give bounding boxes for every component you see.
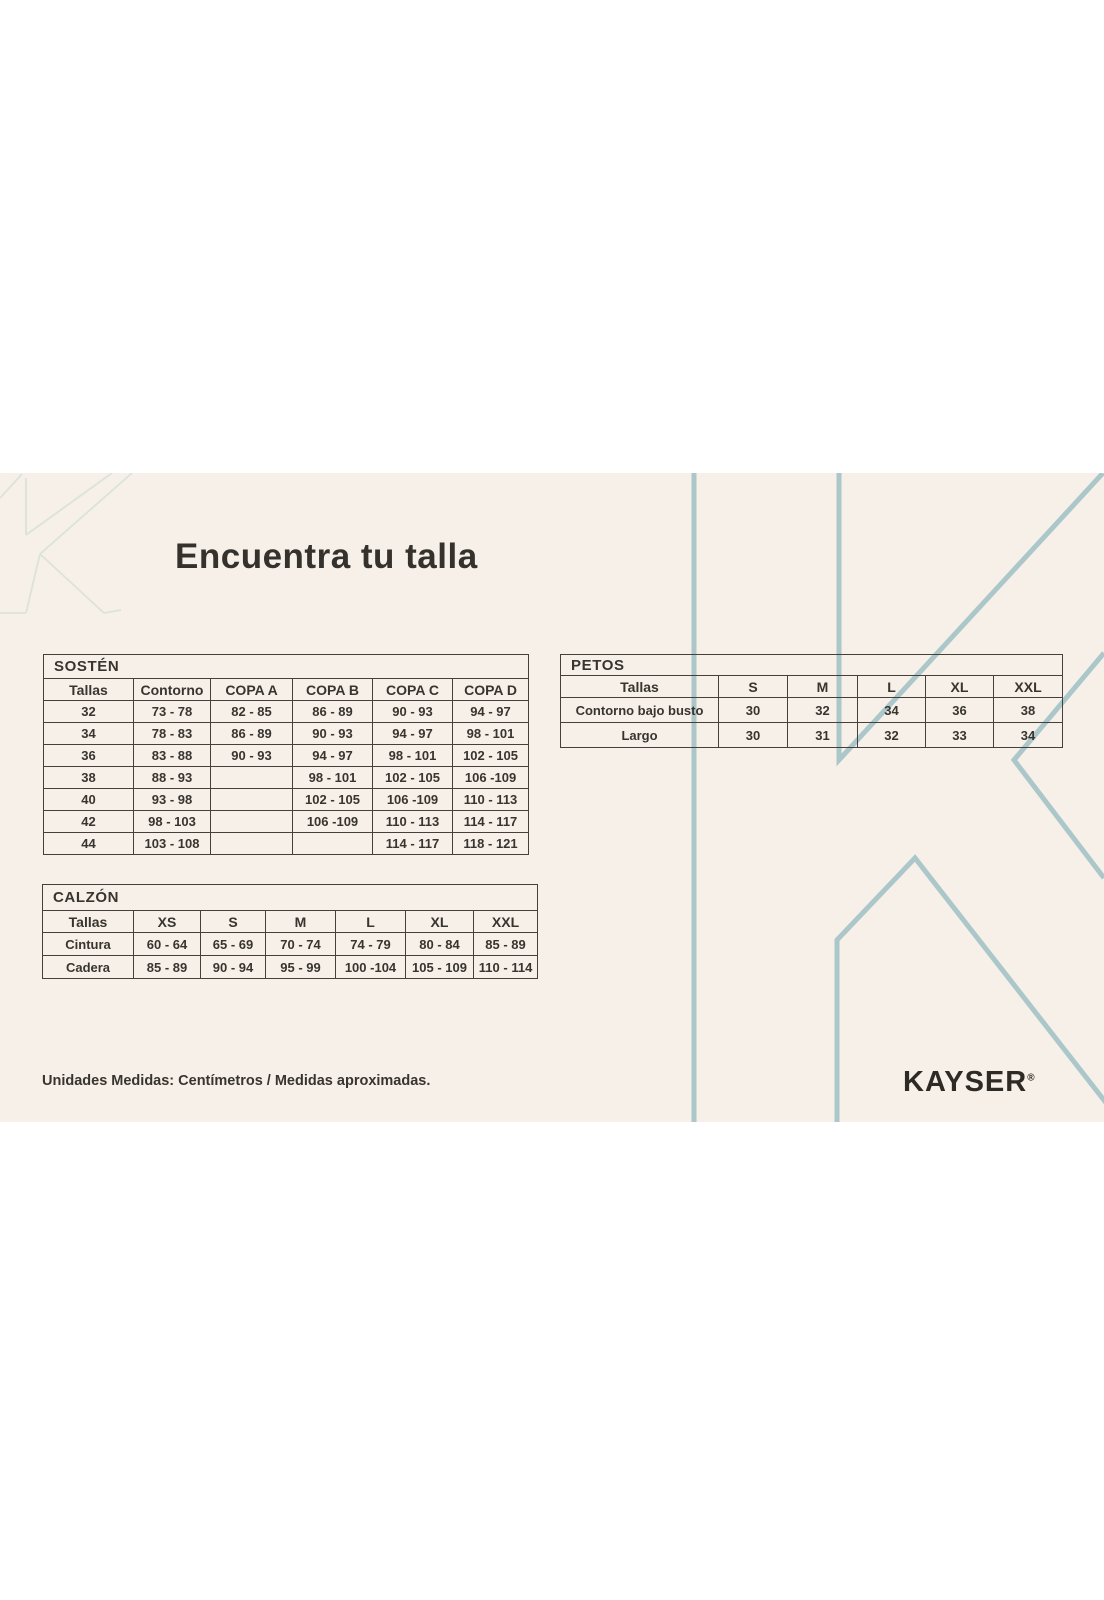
table-cell: 110 - 113 (373, 811, 453, 833)
sosten-data-row (44, 723, 529, 745)
petos-data-row (561, 698, 1063, 723)
sosten-size-table (43, 654, 529, 855)
table-cell: Largo (561, 723, 719, 748)
table-cell: 106 -109 (373, 789, 453, 811)
table-cell: 34 (994, 723, 1063, 748)
column-header: Tallas (44, 679, 134, 701)
page-title: Encuentra tu talla (175, 537, 478, 576)
sosten-data-row (44, 789, 529, 811)
table-cell: 83 - 88 (134, 745, 211, 767)
table-cell (211, 789, 293, 811)
column-header: L (858, 676, 926, 698)
table-cell: 110 - 113 (453, 789, 529, 811)
table-cell: 94 - 97 (453, 701, 529, 723)
petos-table-title-row (561, 655, 1063, 676)
table-cell: 78 - 83 (134, 723, 211, 745)
table-cell: 65 - 69 (201, 933, 266, 956)
table-cell: 34 (858, 698, 926, 723)
calzon-table-title: CALZÓN (43, 885, 538, 911)
table-cell: 118 - 121 (453, 833, 529, 855)
table-cell: 98 - 101 (453, 723, 529, 745)
column-header: COPA A (211, 679, 293, 701)
calzon-data-row (43, 956, 538, 979)
table-cell: 36 (926, 698, 994, 723)
registered-trademark-icon: ® (1027, 1072, 1035, 1084)
table-cell: 38 (44, 767, 134, 789)
column-header: XL (926, 676, 994, 698)
table-cell: 98 - 101 (293, 767, 373, 789)
table-cell: 102 - 105 (453, 745, 529, 767)
table-cell: Cintura (43, 933, 134, 956)
table-cell: 103 - 108 (134, 833, 211, 855)
table-cell: 34 (44, 723, 134, 745)
table-cell: 102 - 105 (373, 767, 453, 789)
table-cell: 100 -104 (336, 956, 406, 979)
table-cell: 32 (788, 698, 858, 723)
table-cell: 86 - 89 (211, 723, 293, 745)
table-cell: 32 (44, 701, 134, 723)
column-header: COPA C (373, 679, 453, 701)
brand-logo-text: KAYSER (903, 1066, 1028, 1098)
petos-size-table (560, 654, 1063, 748)
table-cell: 70 - 74 (266, 933, 336, 956)
table-cell: 94 - 97 (293, 745, 373, 767)
calzon-table-title-row (43, 885, 538, 911)
table-cell: 38 (994, 698, 1063, 723)
table-cell: 36 (44, 745, 134, 767)
column-header: XL (406, 911, 474, 933)
column-header: M (266, 911, 336, 933)
table-cell: 82 - 85 (211, 701, 293, 723)
calzon-data-row (43, 933, 538, 956)
table-cell: 102 - 105 (293, 789, 373, 811)
table-cell (211, 833, 293, 855)
column-header: COPA B (293, 679, 373, 701)
sosten-header-row (44, 679, 529, 701)
table-cell: 114 - 117 (453, 811, 529, 833)
k-letter-outline-large-icon (694, 473, 1104, 1122)
table-cell: 80 - 84 (406, 933, 474, 956)
table-cell (211, 811, 293, 833)
column-header: Tallas (43, 911, 134, 933)
calzon-header-row (43, 911, 538, 933)
table-cell (211, 767, 293, 789)
table-cell: 105 - 109 (406, 956, 474, 979)
petos-header-row (561, 676, 1063, 698)
column-header: S (201, 911, 266, 933)
k-letter-outline-small-icon (0, 473, 132, 613)
petos-table-title: PETOS (561, 655, 1063, 676)
column-header: Contorno (134, 679, 211, 701)
table-cell: 106 -109 (293, 811, 373, 833)
table-cell: 114 - 117 (373, 833, 453, 855)
sosten-table-title-row (44, 655, 529, 679)
column-header: M (788, 676, 858, 698)
table-cell: 90 - 94 (201, 956, 266, 979)
column-header: Tallas (561, 676, 719, 698)
column-header: COPA D (453, 679, 529, 701)
table-cell: Cadera (43, 956, 134, 979)
table-cell: 44 (44, 833, 134, 855)
sosten-data-row (44, 833, 529, 855)
table-cell: 106 -109 (453, 767, 529, 789)
table-cell: 31 (788, 723, 858, 748)
column-header: XXL (994, 676, 1063, 698)
sosten-data-row (44, 811, 529, 833)
column-header: XS (134, 911, 201, 933)
table-cell: 88 - 93 (134, 767, 211, 789)
calzon-size-table (42, 884, 538, 979)
sosten-data-row (44, 767, 529, 789)
table-cell: 90 - 93 (373, 701, 453, 723)
table-cell: 90 - 93 (211, 745, 293, 767)
table-cell: 86 - 89 (293, 701, 373, 723)
sosten-table-title: SOSTÉN (44, 655, 529, 679)
table-cell: 30 (719, 698, 788, 723)
column-header: L (336, 911, 406, 933)
table-cell: 60 - 64 (134, 933, 201, 956)
size-guide-panel (0, 473, 1104, 1122)
table-cell (293, 833, 373, 855)
table-cell: 74 - 79 (336, 933, 406, 956)
units-note: Unidades Medidas: Centímetros / Medidas aproximadas. (42, 1073, 431, 1089)
column-header: S (719, 676, 788, 698)
table-cell: 94 - 97 (373, 723, 453, 745)
table-cell: 90 - 93 (293, 723, 373, 745)
table-cell: 73 - 78 (134, 701, 211, 723)
brand-logo (903, 1066, 1035, 1099)
table-cell: 95 - 99 (266, 956, 336, 979)
table-cell: 98 - 103 (134, 811, 211, 833)
table-cell: Contorno bajo busto (561, 698, 719, 723)
sosten-data-row (44, 745, 529, 767)
table-cell: 33 (926, 723, 994, 748)
table-cell: 85 - 89 (474, 933, 538, 956)
table-cell: 40 (44, 789, 134, 811)
column-header: XXL (474, 911, 538, 933)
table-cell: 93 - 98 (134, 789, 211, 811)
table-cell: 32 (858, 723, 926, 748)
table-cell: 98 - 101 (373, 745, 453, 767)
sosten-data-row (44, 701, 529, 723)
petos-data-row (561, 723, 1063, 748)
table-cell: 85 - 89 (134, 956, 201, 979)
table-cell: 42 (44, 811, 134, 833)
table-cell: 110 - 114 (474, 956, 538, 979)
table-cell: 30 (719, 723, 788, 748)
